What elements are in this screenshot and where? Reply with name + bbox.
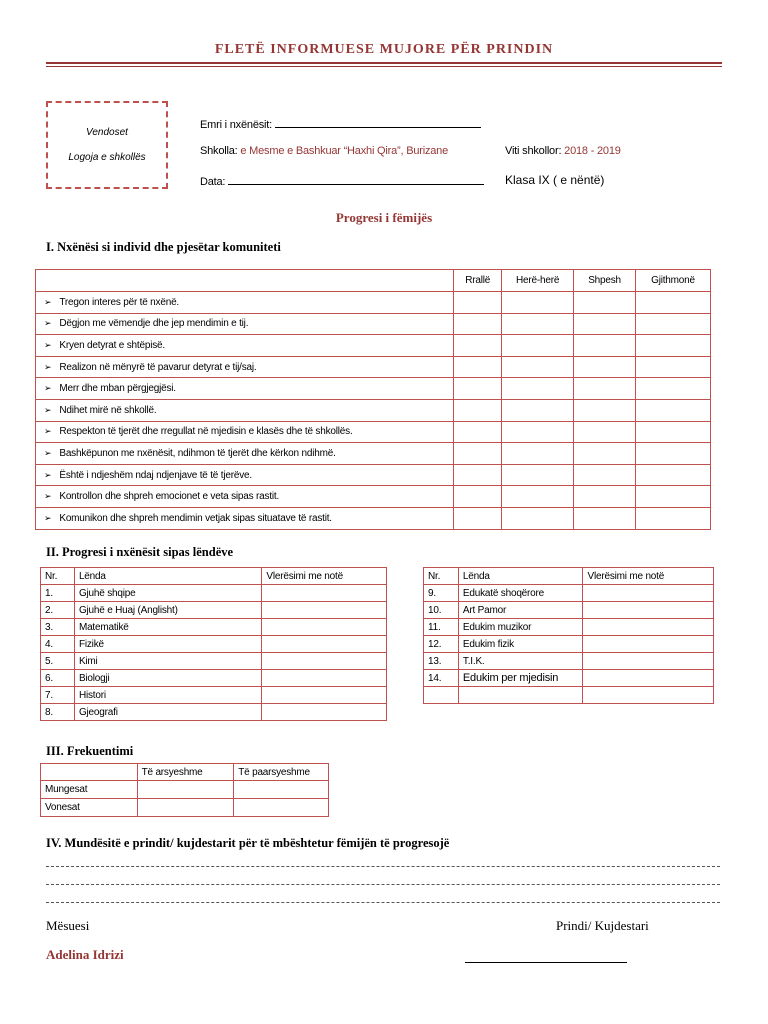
- school-year-value: 2018 - 2019: [564, 145, 621, 157]
- rating-cell-shpesh[interactable]: [574, 464, 636, 486]
- subject-number: 11.: [424, 619, 459, 636]
- date-label: Data:: [200, 176, 226, 188]
- grade-cell[interactable]: [262, 602, 387, 619]
- grade-cell[interactable]: [262, 704, 387, 721]
- rating-cell-here-here[interactable]: [502, 292, 574, 314]
- behavior-row: [36, 486, 711, 508]
- arrow-bullet-icon: ➢: [44, 383, 52, 394]
- document-title: FLETË INFORMUESE MUJORE PËR PRINDIN: [214, 42, 554, 57]
- rating-cell-rralle[interactable]: [454, 507, 502, 529]
- arrow-bullet-icon: ➢: [44, 339, 52, 350]
- rating-cell-rralle[interactable]: [454, 399, 502, 421]
- rating-cell-gjithmone[interactable]: [636, 356, 711, 378]
- behavior-item: [36, 356, 454, 378]
- absences-excused-cell[interactable]: [137, 781, 234, 799]
- subject-row: [424, 653, 714, 670]
- subject-row: [41, 653, 387, 670]
- subject-name: Gjuhë e Huaj (Anglisht): [74, 602, 261, 619]
- section1-title: I. Nxënësi si individ dhe pjesëtar komuniteti: [46, 240, 281, 254]
- teacher-name: Adelina Idrizi: [46, 947, 124, 962]
- rating-cell-rralle[interactable]: [454, 335, 502, 357]
- subject-number: 7.: [41, 687, 75, 704]
- grade-cell[interactable]: [262, 653, 387, 670]
- rating-cell-gjithmone[interactable]: [636, 443, 711, 465]
- subject-number: 3.: [41, 619, 75, 636]
- subject-name: Fizikë: [74, 636, 261, 653]
- subject-number: 6.: [41, 670, 75, 687]
- behavior-row: [36, 399, 711, 421]
- class-label: Klasa IX ( e nëntë): [505, 173, 605, 187]
- behavior-item: [36, 399, 454, 421]
- behavior-item-text: Dëgjon me vëmendje dhe jep mendimin e tij.: [59, 318, 249, 330]
- header-lenda: Lënda: [74, 568, 261, 585]
- logo-line-1: Vendoset: [86, 127, 128, 138]
- grade-cell[interactable]: [262, 636, 387, 653]
- behavior-item: [36, 464, 454, 486]
- rating-cell-gjithmone[interactable]: [636, 421, 711, 443]
- row-label-mungesat: Mungesat: [41, 781, 138, 799]
- behavior-row: [36, 378, 711, 400]
- behavior-item: [36, 421, 454, 443]
- rating-cell-here-here[interactable]: [502, 378, 574, 400]
- rating-cell-here-here[interactable]: [502, 335, 574, 357]
- student-name-field: [200, 117, 481, 131]
- rating-cell-gjithmone[interactable]: [636, 464, 711, 486]
- behavior-row: [36, 507, 711, 529]
- subject-row: [424, 636, 714, 653]
- header-lenda: Lënda: [458, 568, 583, 585]
- header-nr: Nr.: [41, 568, 75, 585]
- behavior-row: [36, 313, 711, 335]
- row-label-vonesat: Vonesat: [41, 799, 138, 817]
- subject-number: 4.: [41, 636, 75, 653]
- rating-cell-here-here[interactable]: [502, 443, 574, 465]
- arrow-bullet-icon: ➢: [44, 318, 52, 329]
- absences-unexcused-cell[interactable]: [234, 781, 329, 799]
- subjects-table-right: [423, 567, 714, 704]
- rating-cell-shpesh[interactable]: [574, 507, 636, 529]
- subject-number: 2.: [41, 602, 75, 619]
- subject-number: 1.: [41, 585, 75, 602]
- header-vleresimi: Vlerësimi me notë: [262, 568, 387, 585]
- behavior-row: [36, 443, 711, 465]
- school-year-label: Viti shkollor:: [505, 145, 562, 157]
- behavior-item-text: Është i ndjeshëm ndaj ndjenjave të të tjerëve.: [59, 469, 252, 481]
- subjects-right-header: [424, 568, 714, 585]
- header-shpesh: Shpesh: [574, 270, 636, 292]
- rating-cell-here-here[interactable]: [502, 507, 574, 529]
- behavior-item: [36, 486, 454, 508]
- writing-line-3[interactable]: [46, 902, 720, 903]
- section3-title: III. Frekuentimi: [46, 744, 134, 758]
- school-year-field: [505, 145, 621, 157]
- grade-cell[interactable]: [262, 687, 387, 704]
- rating-cell-here-here[interactable]: [502, 464, 574, 486]
- grade-cell[interactable]: [262, 585, 387, 602]
- subject-row: [41, 585, 387, 602]
- date-line[interactable]: [228, 174, 484, 185]
- subject-name: Art Pamor: [458, 602, 583, 619]
- header-vleresimi: Vlerësimi me notë: [583, 568, 714, 585]
- subject-name: Gjeografi: [74, 704, 261, 721]
- rating-cell-rralle[interactable]: [454, 421, 502, 443]
- subject-row: [41, 619, 387, 636]
- behavior-item-text: Kontrollon dhe shpreh emocionet e veta sipas rastit.: [59, 491, 280, 503]
- student-name-label: Emri i nxënësit:: [200, 119, 272, 131]
- rating-cell-rralle[interactable]: [454, 486, 502, 508]
- behavior-row: [36, 421, 711, 443]
- rating-cell-gjithmone[interactable]: [636, 292, 711, 314]
- arrow-bullet-icon: ➢: [44, 296, 52, 307]
- grade-cell[interactable]: [583, 619, 714, 636]
- lates-excused-cell[interactable]: [137, 799, 234, 817]
- student-name-line[interactable]: [275, 117, 481, 128]
- section2-title: II. Progresi i nxënësit sipas lëndëve: [46, 545, 234, 559]
- header-nr: Nr.: [424, 568, 459, 585]
- behavior-item-text: Realizon në mënyrë të pavarur detyrat e tij/saj.: [59, 361, 257, 373]
- date-field: [200, 174, 484, 188]
- rating-cell-gjithmone[interactable]: [636, 378, 711, 400]
- subject-number: 10.: [424, 602, 459, 619]
- lates-unexcused-cell[interactable]: [234, 799, 329, 817]
- title-rule: [46, 62, 722, 64]
- subject-name: Matematikë: [74, 619, 261, 636]
- subject-name: [458, 687, 583, 704]
- grade-cell[interactable]: [262, 619, 387, 636]
- rating-cell-rralle[interactable]: [454, 292, 502, 314]
- subjects-left-header: [41, 568, 387, 585]
- logo-placeholder: [46, 101, 168, 189]
- subject-name: Edukatë shoqërore: [458, 585, 583, 602]
- behavior-row: [36, 356, 711, 378]
- attendance-header: [41, 764, 329, 781]
- arrow-bullet-icon: ➢: [44, 512, 52, 523]
- subject-row: [424, 687, 714, 704]
- attendance-table: [40, 763, 329, 817]
- subject-number: 5.: [41, 653, 75, 670]
- grade-cell[interactable]: [262, 670, 387, 687]
- arrow-bullet-icon: ➢: [44, 447, 52, 458]
- arrow-bullet-icon: ➢: [44, 469, 52, 480]
- rating-cell-rralle[interactable]: [454, 356, 502, 378]
- logo-line-2: Logoja e shkollës: [68, 152, 146, 163]
- subject-name: Gjuhë shqipe: [74, 585, 261, 602]
- rating-cell-rralle[interactable]: [454, 443, 502, 465]
- attendance-row-absences: [41, 781, 329, 799]
- subject-row: [424, 670, 714, 687]
- parent-signature-line[interactable]: [465, 962, 627, 963]
- subject-row: [424, 619, 714, 636]
- subject-row: [424, 602, 714, 619]
- subject-row: [41, 670, 387, 687]
- behavior-item-text: Tregon interes për të nxënë.: [59, 296, 180, 308]
- subject-row: [41, 602, 387, 619]
- attendance-row-lates: [41, 799, 329, 817]
- rating-cell-gjithmone[interactable]: [636, 399, 711, 421]
- subject-row: [41, 704, 387, 721]
- rating-cell-shpesh[interactable]: [574, 292, 636, 314]
- grade-cell[interactable]: [583, 687, 714, 704]
- behavior-item: [36, 335, 454, 357]
- rating-cell-shpesh[interactable]: [574, 486, 636, 508]
- attendance-header-blank: [41, 764, 138, 781]
- parent-label: Prindi/ Kujdestari: [556, 918, 649, 933]
- behavior-row: [36, 335, 711, 357]
- arrow-bullet-icon: ➢: [44, 426, 52, 437]
- subject-name: T.I.K.: [458, 653, 583, 670]
- behavior-item-text: Ndihet mirë në shkollë.: [59, 404, 157, 416]
- writing-line-1[interactable]: [46, 866, 720, 867]
- arrow-bullet-icon: ➢: [44, 361, 52, 372]
- behavior-item: [36, 292, 454, 314]
- header-te-paarsyeshme: Të paarsyeshme: [234, 764, 329, 781]
- rating-cell-shpesh[interactable]: [574, 399, 636, 421]
- rating-cell-here-here[interactable]: [502, 421, 574, 443]
- rating-cell-rralle[interactable]: [454, 313, 502, 335]
- behavior-item-text: Komunikon dhe shpreh mendimin vetjak sipas situatave të rastit.: [59, 512, 332, 524]
- grade-cell[interactable]: [583, 653, 714, 670]
- subject-number: [424, 687, 459, 704]
- subject-number: 13.: [424, 653, 459, 670]
- behavior-item-text: Kryen detyrat e shtëpisë.: [59, 339, 165, 351]
- behavior-row: [36, 464, 711, 486]
- subject-name: Kimi: [74, 653, 261, 670]
- subject-name: Edukim per mjedisin: [458, 670, 583, 687]
- header-gjithmone: Gjithmonë: [636, 270, 711, 292]
- subject-row: [424, 585, 714, 602]
- school-value: e Mesme e Bashkuar “Haxhi Qira”, Burizane: [240, 145, 449, 157]
- behavior-item: [36, 507, 454, 529]
- rating-cell-rralle[interactable]: [454, 378, 502, 400]
- subject-name: Biologji: [74, 670, 261, 687]
- rating-cell-gjithmone[interactable]: [636, 313, 711, 335]
- rating-cell-shpesh[interactable]: [574, 378, 636, 400]
- behavior-header-blank: [36, 270, 454, 292]
- behavior-table: [35, 269, 711, 530]
- school-label: Shkolla:: [200, 145, 238, 157]
- behavior-item-text: Bashkëpunon me nxënësit, ndihmon të tjerët dhe kërkon ndihmë.: [59, 447, 336, 459]
- header-te-arsyeshme: Të arsyeshme: [137, 764, 234, 781]
- subjects-table-left: [40, 567, 387, 721]
- subject-name: Edukim fizik: [458, 636, 583, 653]
- progress-title: Progresi i fëmijës: [335, 210, 433, 225]
- behavior-item: [36, 378, 454, 400]
- title-rule-thin: [46, 66, 722, 67]
- rating-cell-here-here[interactable]: [502, 486, 574, 508]
- rating-cell-here-here[interactable]: [502, 399, 574, 421]
- behavior-item: [36, 443, 454, 465]
- subject-row: [41, 636, 387, 653]
- teacher-label: Mësuesi: [46, 918, 90, 933]
- grade-cell[interactable]: [583, 585, 714, 602]
- rating-cell-here-here[interactable]: [502, 356, 574, 378]
- arrow-bullet-icon: ➢: [44, 404, 52, 415]
- subject-row: [41, 687, 387, 704]
- arrow-bullet-icon: ➢: [44, 491, 52, 502]
- grade-cell[interactable]: [583, 602, 714, 619]
- rating-cell-gjithmone[interactable]: [636, 507, 711, 529]
- subject-name: Histori: [74, 687, 261, 704]
- subject-name: Edukim muzikor: [458, 619, 583, 636]
- section4-title: IV. Mundësitë e prindit/ kujdestarit për të mbështetur fëmijën të progresojë: [46, 836, 450, 850]
- subject-number: 9.: [424, 585, 459, 602]
- behavior-item: [36, 313, 454, 335]
- subject-number: 8.: [41, 704, 75, 721]
- rating-cell-shpesh[interactable]: [574, 443, 636, 465]
- behavior-table-header: [36, 270, 711, 292]
- rating-cell-shpesh[interactable]: [574, 421, 636, 443]
- rating-cell-shpesh[interactable]: [574, 335, 636, 357]
- school-field: [200, 145, 448, 157]
- header-rralle: Rrallë: [454, 270, 502, 292]
- behavior-item-text: Merr dhe mban përgjegjësi.: [59, 383, 176, 395]
- subject-number: 12.: [424, 636, 459, 653]
- header-here-here: Herë-herë: [502, 270, 574, 292]
- writing-line-2[interactable]: [46, 884, 720, 885]
- subject-number: 14.: [424, 670, 459, 687]
- rating-cell-rralle[interactable]: [454, 464, 502, 486]
- grade-cell[interactable]: [583, 636, 714, 653]
- behavior-row: [36, 292, 711, 314]
- rating-cell-shpesh[interactable]: [574, 356, 636, 378]
- rating-cell-here-here[interactable]: [502, 313, 574, 335]
- rating-cell-gjithmone[interactable]: [636, 335, 711, 357]
- behavior-item-text: Respekton të tjerët dhe rregullat në mjedisin e klasës dhe të shkollës.: [59, 426, 353, 438]
- rating-cell-shpesh[interactable]: [574, 313, 636, 335]
- grade-cell[interactable]: [583, 670, 714, 687]
- rating-cell-gjithmone[interactable]: [636, 486, 711, 508]
